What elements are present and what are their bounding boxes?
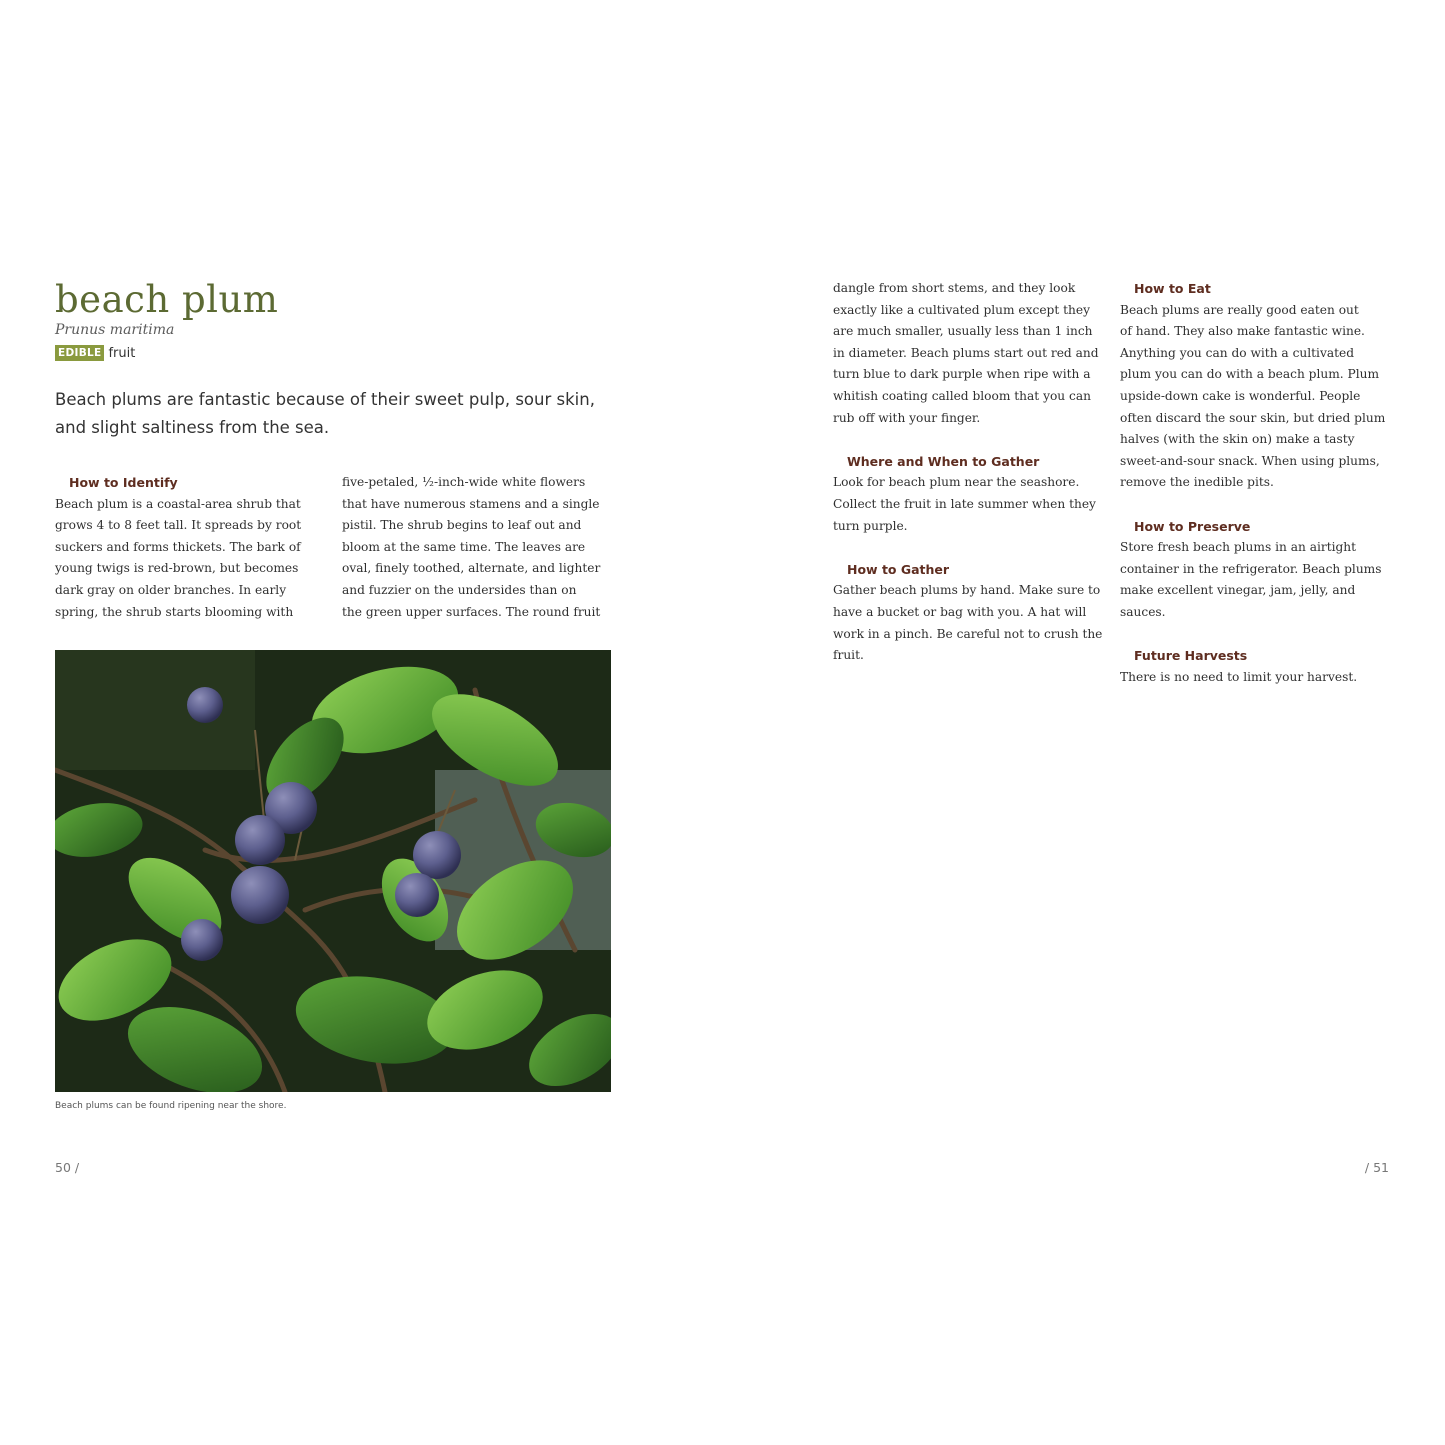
text-line: Anything you can do with a cultivated (1120, 345, 1355, 360)
gather-text (833, 580, 1101, 666)
edible-part: fruit (108, 345, 136, 361)
text-line: sweet-and-sour snack. When using plums, (1120, 453, 1380, 468)
text-line: Beach plum is a coastal-area shrub that (55, 496, 301, 511)
identify-text-continued (342, 472, 610, 623)
column-1 (55, 472, 323, 623)
text-line: the green upper surfaces. The round fruit (342, 604, 601, 619)
text-line: exactly like a cultivated plum except they (833, 302, 1090, 317)
intro-line: Beach plums are fantastic because of their sweet pulp, sour skin, (55, 390, 595, 409)
page-number-left: 50 / (55, 1160, 80, 1175)
future-text (1120, 667, 1388, 689)
text-line: spring, the shrub starts blooming with (55, 604, 294, 619)
text-line: plum you can do with a beach plum. Plum (1120, 367, 1380, 382)
text-line: dark gray on older branches. In early (55, 582, 287, 597)
text-line: bloom at the same time. The leaves are (342, 539, 586, 554)
edible-badge: EDIBLE (55, 345, 104, 361)
text-line: Gather beach plums by hand. Make sure to (833, 583, 1101, 598)
text-line: turn purple. (833, 518, 908, 533)
photo-caption: Beach plums can be found ripening near the shore. (55, 1101, 287, 1111)
section-heading-where: Where and When to Gather (847, 453, 1040, 469)
text-line: dangle from short stems, and they look (833, 281, 1076, 295)
text-line: Collect the fruit in late summer when they (833, 496, 1096, 511)
text-line: halves (with the skin on) make a tasty (1120, 432, 1355, 447)
latin-name: Prunus maritima (55, 322, 175, 338)
where-text (833, 472, 1101, 537)
page-number-right: / 51 (1364, 1160, 1389, 1175)
intro-line: and slight saltiness from the sea. (55, 417, 330, 437)
text-line: are much smaller, usually less than 1 inch (833, 324, 1093, 339)
section-heading-preserve: How to Preserve (1134, 518, 1251, 534)
section-heading-gather: How to Gather (847, 561, 950, 577)
identify-text (55, 494, 323, 624)
text-line: fruit. (833, 648, 864, 663)
text-line: pistil. The shrub begins to leaf out and (342, 518, 582, 533)
text-line: have a bucket or bag with you. A hat will (833, 604, 1087, 619)
text-line: that have numerous stamens and a single (342, 496, 600, 511)
text-line: Look for beach plum near the seashore. (833, 475, 1080, 490)
text-line: five-petaled, ½-inch-wide white flowers (342, 475, 586, 489)
preserve-text (1120, 537, 1388, 623)
column-4 (1120, 278, 1388, 688)
text-line: grows 4 to 8 feet tall. It spreads by root (55, 518, 302, 533)
beach-plum-photo (55, 650, 611, 1092)
text-line: Store fresh beach plums in an airtight (1120, 540, 1357, 555)
text-line: whitish coating called bloom that you can (833, 388, 1091, 403)
column-2 (342, 472, 610, 623)
text-line: oval, finely toothed, alternate, and lighter (342, 561, 601, 576)
text-line: rub off with your finger. (833, 410, 981, 425)
text-line: and fuzzier on the undersides than on (342, 582, 577, 597)
page-title: beach plum (55, 278, 279, 321)
text-line: container in the refrigerator. Beach plums (1120, 561, 1382, 576)
section-heading-eat: How to Eat (1134, 281, 1211, 296)
text-line: turn blue to dark purple when ripe with a (833, 367, 1091, 382)
identify-text-end (833, 278, 1101, 429)
section-heading-identify: How to Identify (69, 475, 178, 490)
text-line: often discard the sour skin, but dried plum (1120, 410, 1386, 425)
text-line: upside-down cake is wonderful. People (1120, 388, 1361, 403)
column-3 (833, 278, 1101, 667)
text-line: make excellent vinegar, jam, jelly, and (1120, 583, 1356, 598)
text-line: work in a pinch. Be careful not to crush the (833, 626, 1103, 641)
text-line: in diameter. Beach plums start out red and (833, 345, 1099, 360)
text-line: remove the inedible pits. (1120, 475, 1274, 490)
edibility-tag (55, 345, 135, 361)
text-line: sauces. (1120, 604, 1166, 619)
eat-text (1120, 300, 1388, 494)
text-line: suckers and forms thickets. The bark of (55, 539, 301, 554)
intro-paragraph (55, 386, 610, 441)
text-line: Beach plums are really good eaten out (1120, 302, 1359, 317)
text-line: There is no need to limit your harvest. (1120, 669, 1358, 684)
text-line: of hand. They also make fantastic wine. (1120, 324, 1365, 339)
section-heading-future: Future Harvests (1134, 648, 1248, 664)
text-line: young twigs is red-brown, but becomes (55, 561, 299, 576)
